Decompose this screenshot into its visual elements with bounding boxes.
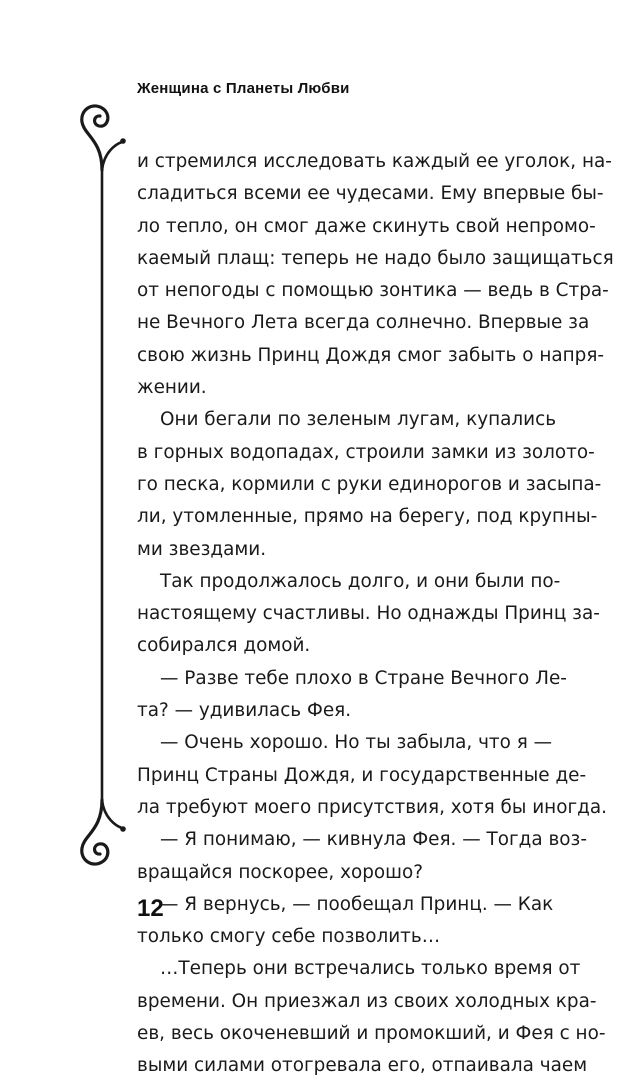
text-line: — Я вернусь, — пообещал Принц. — Как [160,893,554,915]
text-line: только смогу себе позволить… [137,926,441,948]
text-line: вращайся поскорее, хорошо? [137,861,423,883]
text-line: каемый плащ: теперь не надо было защищаться [137,247,614,269]
text-line: ли, утомленные, прямо на берегу, под крупны- [137,506,598,528]
text-line: свою жизнь Принц Дождя смог забыть о напря- [137,344,605,366]
text-line: — Разве тебе плохо в Стране Вечного Ле- [160,667,567,689]
text-line: ми звездами. [137,538,267,560]
text-line: та? — удивилась Фея. [137,700,352,722]
text-line: Они бегали по зеленым лугам, купались [160,409,557,431]
text-line: в горных водопадах, строили замки из золото- [137,441,595,463]
text-line: сладиться всеми ее чудесами. Ему впервые бы- [137,183,604,205]
text-line: Принц Страны Дождя, и государственные де- [137,764,587,786]
text-line: не Вечного Лета всегда солнечно. Впервые за [137,312,590,334]
text-line: жении. [137,377,207,399]
text-line: выми силами отогревала его, отпаивала чаем [137,1055,588,1077]
running-header: Женщина с Планеты Любви [137,80,350,97]
text-line: го песка, кормили с руки единорогов и засыпа- [137,473,602,495]
text-line: Так продолжалось долго, и они были по- [160,570,561,592]
text-line: времени. Он приезжал из своих холодных кра- [137,990,597,1012]
text-line: настоящему счастливы. Но однажды Принц за- [137,603,600,625]
text-line: и стремился исследовать каждый ее уголок, на- [137,151,612,172]
decorative-border-ornament [72,100,132,890]
text-line: — Очень хорошо. Но ты забыла, что я — [160,732,553,754]
text-line: ло тепло, он смог даже скинуть свой непромо- [137,215,596,237]
page-number: 12 [137,895,164,922]
text-line: собирался домой. [137,635,311,657]
text-line: ла требуют моего присутствия, хотя бы иногда. [137,796,607,818]
text-line: — Я понимаю, — кивнула Фея. — Тогда воз- [160,829,587,851]
body-text [137,146,614,1083]
text-line: от непогоды с помощью зонтика — ведь в Стра- [137,280,609,302]
text-line: …Теперь они встречались только время от [160,958,581,980]
text-line: ев, весь окоченевший и промокший, и Фея с но- [137,1023,606,1045]
